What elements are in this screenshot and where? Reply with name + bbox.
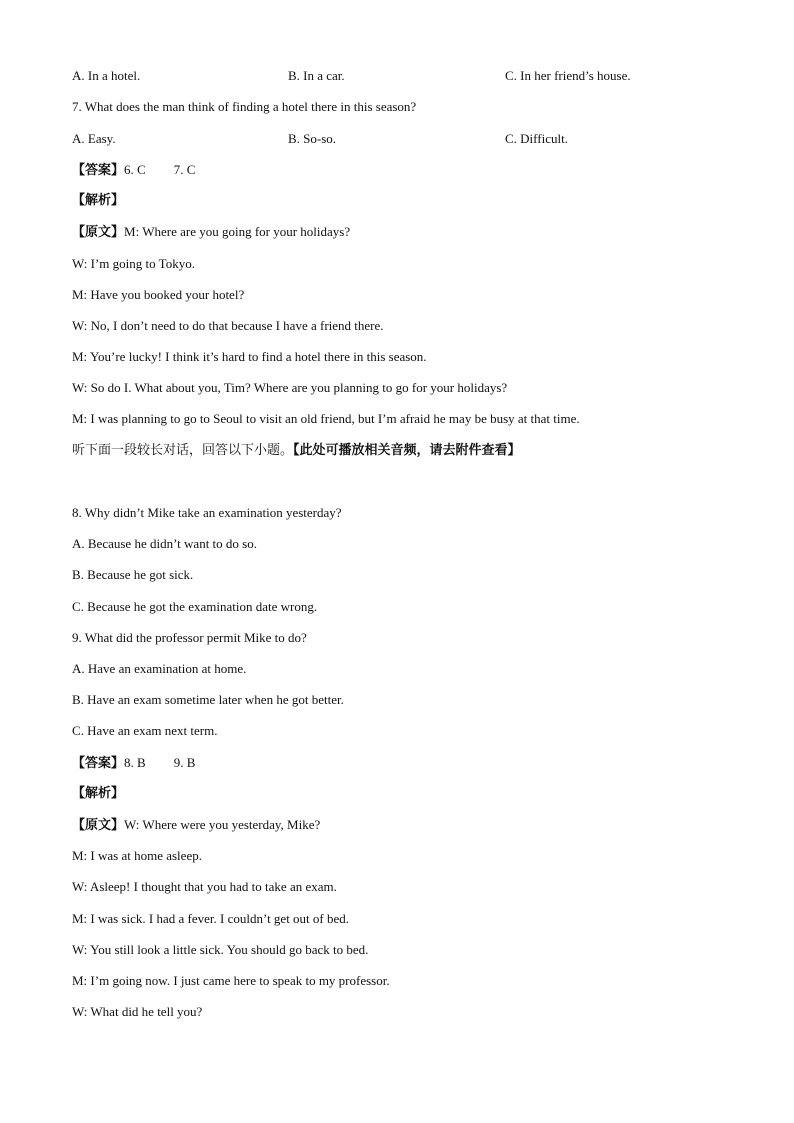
answer-line-2: [72, 755, 195, 772]
transcript-line: M: You’re lucky! I think it’s hard to find a hotel there in this season.: [72, 349, 427, 364]
q7-question: 7. What does the man think of finding a hotel there in this season?: [72, 99, 417, 114]
audio-note: 【此处可播放相关音频，请去附件查看】: [293, 443, 521, 458]
transcript-line: W: So do I. What about you, Tim? Where are you planning to go for your holidays?: [72, 380, 508, 395]
answer-7: 7. C: [173, 162, 196, 177]
q7-option-b: B. So-so.: [288, 131, 337, 146]
q7-option-a: A. Easy.: [72, 131, 116, 146]
transcript-line: M: I’m going now. I just came here to speak to my professor.: [72, 973, 390, 988]
transcript-line: W: Asleep! I thought that you had to take an exam.: [72, 879, 337, 894]
transcript-line: M: I was planning to go to Seoul to visit an old friend, but I’m afraid he may be busy at that time.: [72, 411, 580, 426]
instruction-text: 听下面一段较长对话，回答以下小题。: [72, 443, 294, 458]
q6-option-b: B. In a car.: [288, 68, 345, 83]
transcript-label: 【原文】: [72, 818, 125, 833]
transcript-line: M: I was sick. I had a fever. I couldn’t get out of bed.: [72, 911, 350, 926]
q9-option-c: C. Have an exam next term.: [72, 723, 218, 738]
transcript-line: [72, 224, 350, 241]
transcript-line: W: No, I don’t need to do that because I have a friend there.: [72, 318, 384, 333]
q6-option-a: A. In a hotel.: [72, 68, 141, 83]
transcript-line: W: What did he tell you?: [72, 1004, 203, 1019]
q8-option-c: C. Because he got the examination date wrong.: [72, 599, 318, 614]
listening-instruction: [72, 443, 521, 459]
q9-option-a: A. Have an examination at home.: [72, 661, 247, 676]
analysis-label: 【解析】: [72, 786, 125, 801]
q9-option-b: B. Have an exam sometime later when he got better.: [72, 692, 344, 707]
transcript-line: W: You still look a little sick. You should go back to bed.: [72, 942, 369, 957]
answer-label: 【答案】: [72, 163, 125, 178]
transcript-line: M: I was at home asleep.: [72, 848, 202, 863]
q7-option-c: C. Difficult.: [505, 131, 568, 146]
answer-line-1: [72, 162, 195, 179]
q9-question: 9. What did the professor permit Mike to do?: [72, 630, 307, 645]
transcript-text: M: Where are you going for your holidays?: [124, 224, 351, 239]
answer-8: 8. B: [124, 755, 146, 770]
transcript-text: W: Where were you yesterday, Mike?: [124, 817, 321, 832]
q8-question: 8. Why didn’t Mike take an examination yesterday?: [72, 505, 342, 520]
analysis-label: 【解析】: [72, 193, 125, 208]
answer-6: 6. C: [124, 162, 146, 177]
transcript-label: 【原文】: [72, 225, 125, 240]
q8-option-a: A. Because he didn’t want to do so.: [72, 536, 257, 551]
q8-option-b: B. Because he got sick.: [72, 567, 194, 582]
transcript-line: [72, 817, 320, 834]
answer-9: 9. B: [173, 755, 196, 770]
transcript-line: M: Have you booked your hotel?: [72, 287, 245, 302]
q6-option-c: C. In her friend’s house.: [505, 68, 631, 83]
transcript-line: W: I’m going to Tokyo.: [72, 256, 195, 271]
answer-label: 【答案】: [72, 756, 125, 771]
